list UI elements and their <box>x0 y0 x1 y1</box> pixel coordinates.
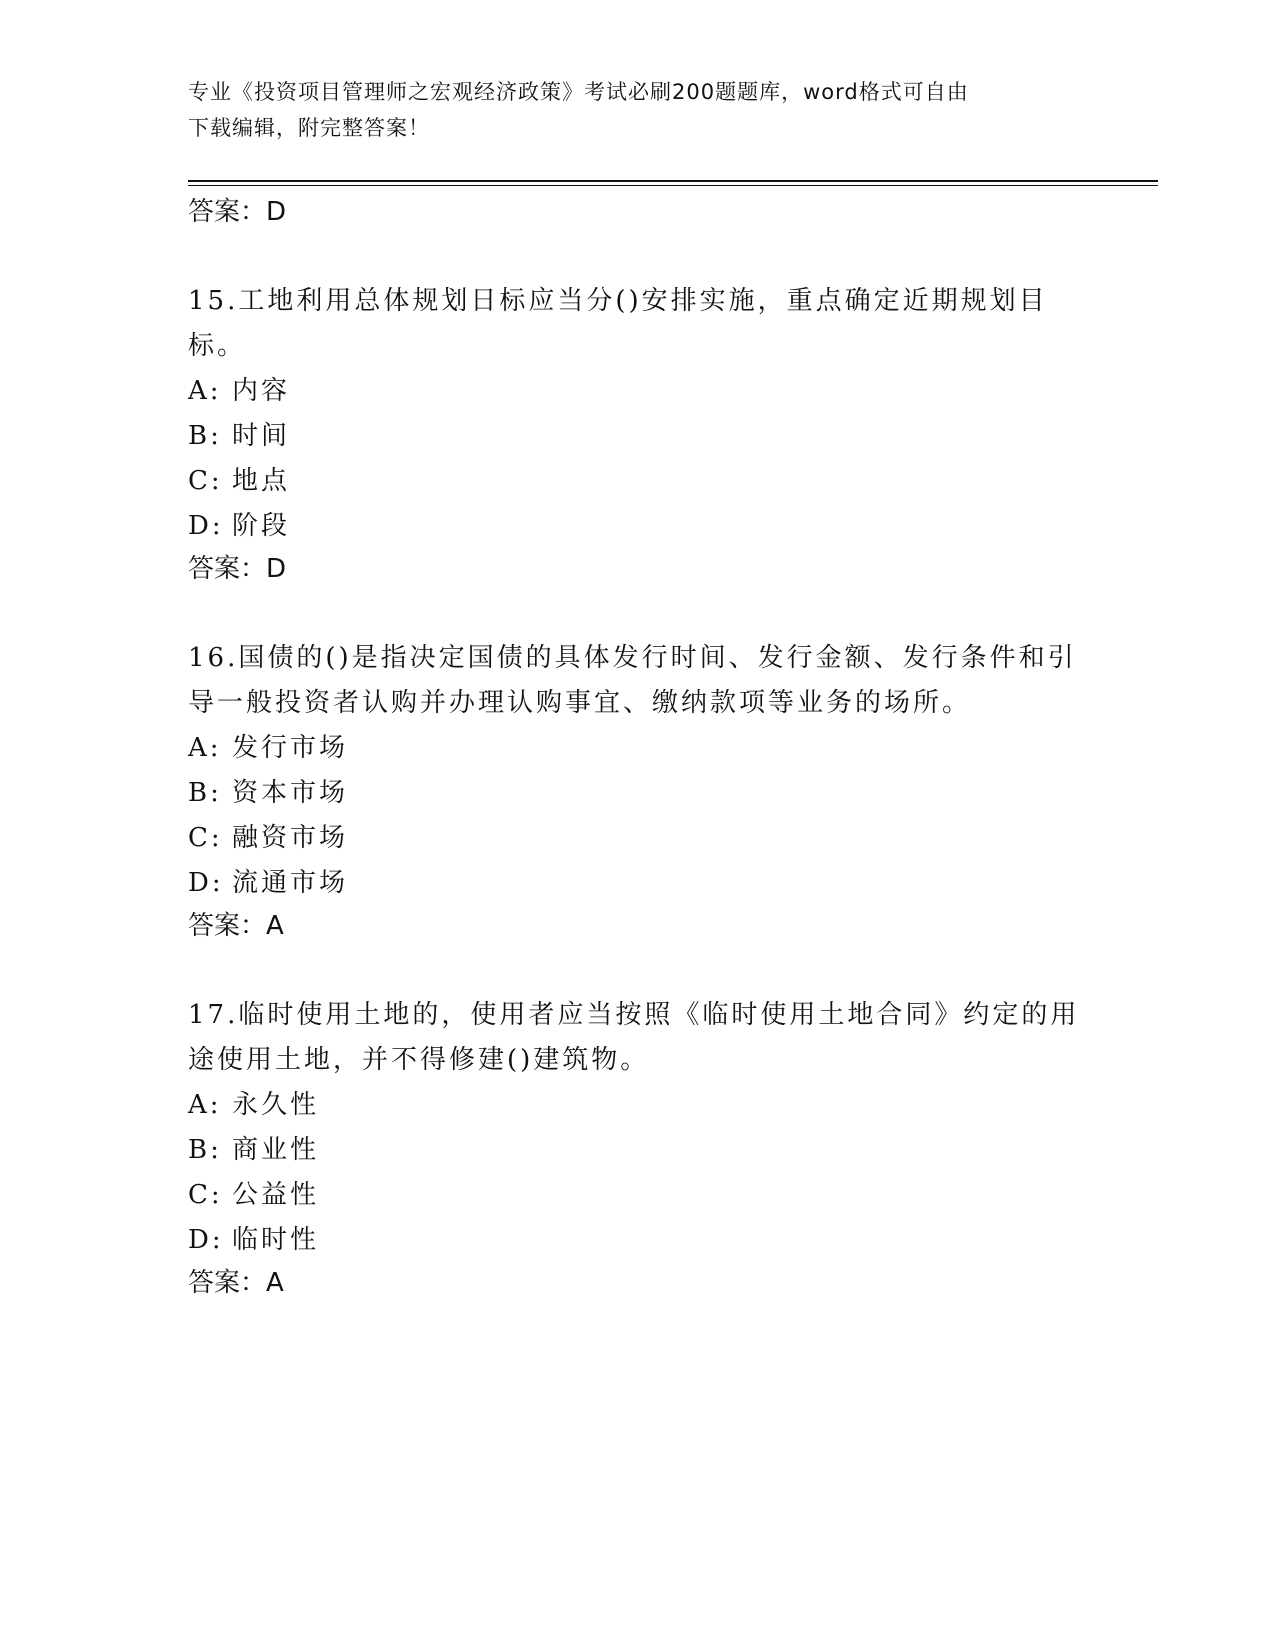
document-header <box>188 74 1088 146</box>
answer-line: 答案：D <box>188 197 287 227</box>
question-text: 15.工地利用总体规划日标应当分()安排实施，重点确定近期规划目标。 <box>188 286 1048 361</box>
answer-line: 答案：A <box>188 911 284 941</box>
answer-line: 答案：A <box>188 1268 284 1298</box>
question-15 <box>188 279 1088 589</box>
question-16 <box>188 636 1088 946</box>
option-label: B: <box>188 1135 222 1165</box>
option-b <box>188 414 1088 459</box>
option-d <box>188 1218 1088 1263</box>
option-b <box>188 771 1088 816</box>
option-c <box>188 1173 1088 1218</box>
option-text: 阶段 <box>232 511 291 541</box>
option-text: 融资市场 <box>232 823 349 853</box>
answer-line: 答案：D <box>188 554 287 584</box>
question-text: 17.临时使用土地的，使用者应当按照《临时使用土地合同》约定的用途使用土地，并不得修建()建筑物。 <box>188 1000 1080 1075</box>
option-label: D: <box>188 1225 224 1255</box>
document-body <box>188 192 1088 1303</box>
header-line-1: 专业《投资项目管理师之宏观经济政策》考试必刷200题题库，word格式可自由 <box>188 80 969 104</box>
option-text: 永久性 <box>232 1090 320 1120</box>
question-17 <box>188 993 1088 1303</box>
option-text: 商业性 <box>232 1135 320 1165</box>
option-a <box>188 369 1088 414</box>
header-rule-thin <box>188 185 1158 186</box>
option-text: 临时性 <box>232 1225 320 1255</box>
option-text: 地点 <box>232 466 291 496</box>
option-c <box>188 816 1088 861</box>
option-label: B: <box>188 421 222 451</box>
option-a <box>188 726 1088 771</box>
option-label: B: <box>188 778 222 808</box>
option-text: 时间 <box>232 421 291 451</box>
option-b <box>188 1128 1088 1173</box>
option-text: 资本市场 <box>232 778 349 808</box>
option-label: A: <box>188 1090 222 1120</box>
option-text: 发行市场 <box>232 733 349 763</box>
option-label: A: <box>188 733 222 763</box>
option-label: A: <box>188 376 222 406</box>
option-d <box>188 861 1088 906</box>
header-rule-thick <box>188 180 1158 182</box>
header-line-2: 下载编辑，附完整答案！ <box>188 116 430 140</box>
option-text: 公益性 <box>232 1180 320 1210</box>
option-label: C: <box>188 466 223 496</box>
option-c <box>188 459 1088 504</box>
option-label: D: <box>188 511 224 541</box>
option-text: 流通市场 <box>232 868 349 898</box>
option-d <box>188 504 1088 549</box>
option-a <box>188 1083 1088 1128</box>
question-text: 16.国债的()是指决定国债的具体发行时间、发行金额、发行条件和引导一般投资者认购并办理认购事宜、缴纳款项等业务的场所。 <box>188 643 1077 718</box>
option-label: C: <box>188 823 223 853</box>
option-label: C: <box>188 1180 223 1210</box>
option-text: 内容 <box>232 376 291 406</box>
option-label: D: <box>188 868 224 898</box>
